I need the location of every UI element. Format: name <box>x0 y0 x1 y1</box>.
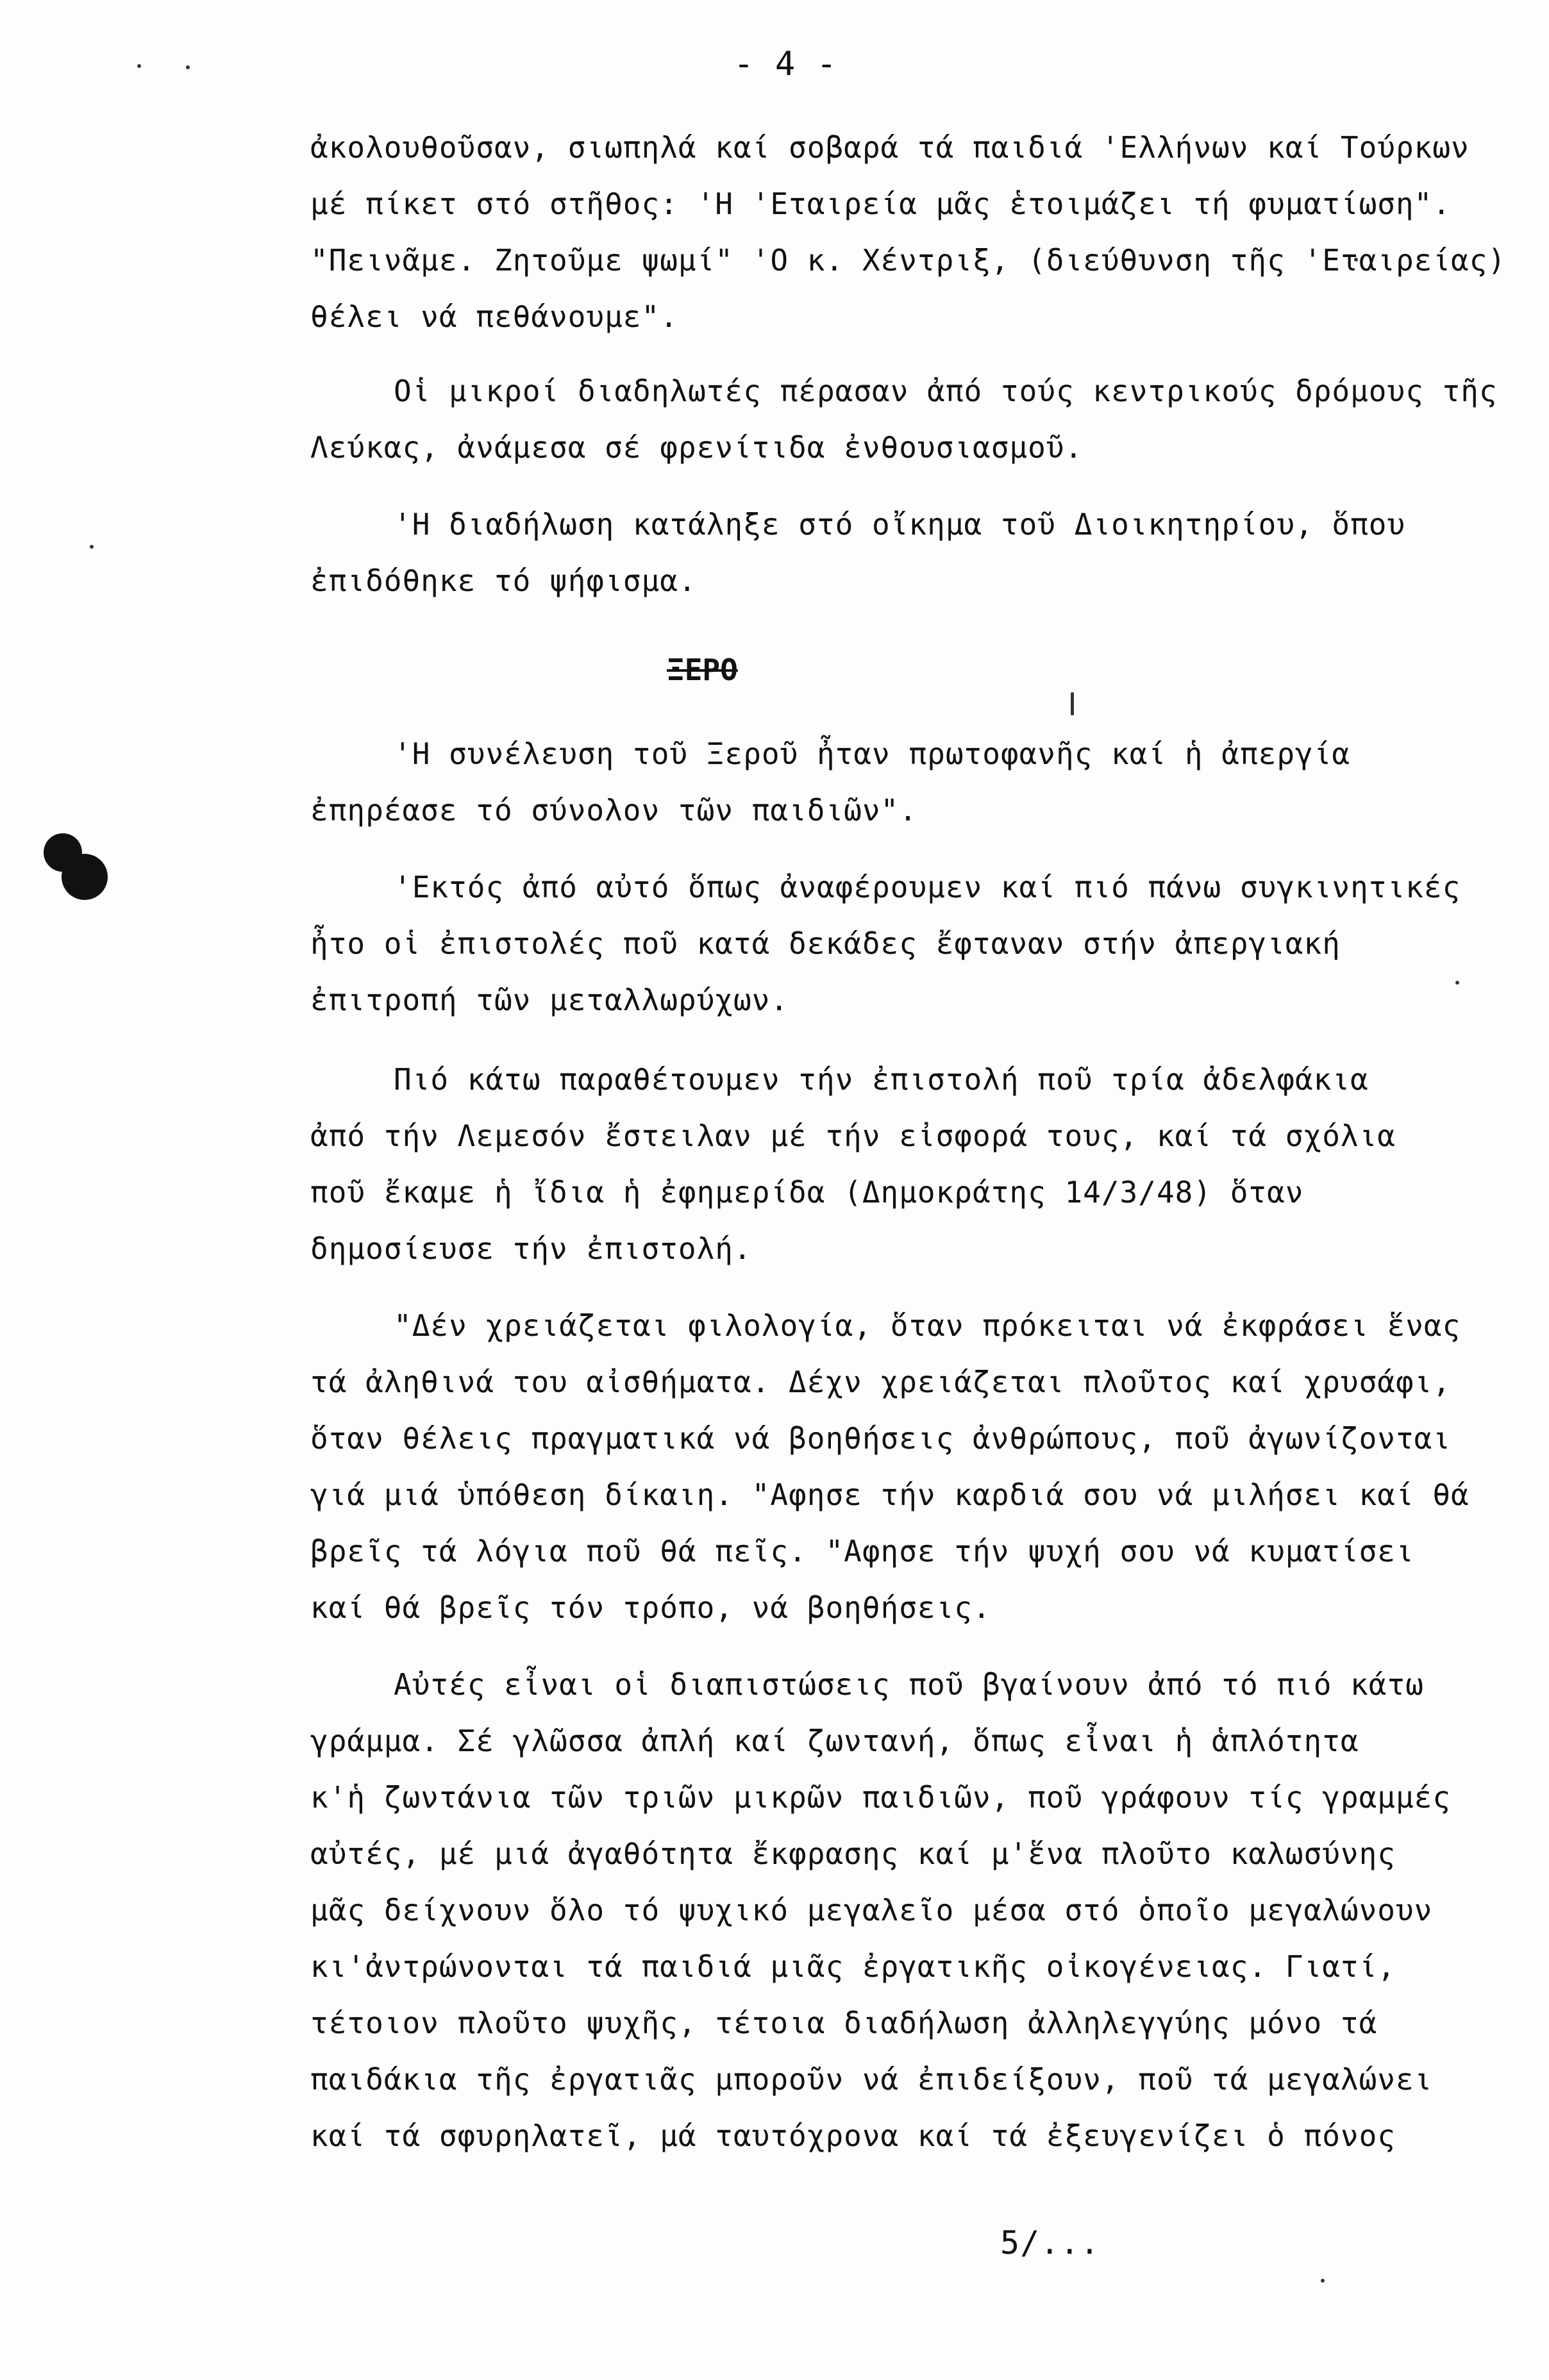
paragraph-4 <box>310 726 1516 838</box>
text-line: 'Εκτός ἀπό αὐτό ὅπως ἀναφέρουμεν καί πιό πάνω συγκινητικές <box>394 870 1461 904</box>
paragraph-3 <box>310 496 1516 609</box>
text-line: "Δέν χρειάζεται φιλολογία, ὅταν πρόκειται νά ἐκφράσει ἕνας <box>394 1308 1461 1343</box>
scan-speck <box>1321 2279 1325 2283</box>
text-line: Οἱ μικροί διαδηλωτές πέρασαν ἀπό τούς κεντρικούς δρόμους τῆς <box>394 374 1498 408</box>
page-number: - 4 - <box>733 45 837 83</box>
text-line: θέλει νά πεθάνουμε". <box>310 299 678 334</box>
punch-hole-mark <box>62 854 108 900</box>
text-line: καί θά βρεῖς τόν τρόπο, νά βοηθήσεις. <box>310 1590 991 1625</box>
text-line: ἀκολουθοῦσαν, σιωπηλά καί σοβαρά τά παιδιά 'Ελλήνων καί Τούρκων <box>310 130 1469 165</box>
text-line: κι'ἀντρώνονται τά παιδιά μιᾶς ἐργατικῆς οἰκογένειας. Γιατί, <box>310 1949 1396 1984</box>
text-line: γιά μιά ὑπόθεση δίκαιη. "Αφησε τήν καρδιά σου νά μιλήσει καί θά <box>310 1477 1469 1512</box>
text-line: 'Η διαδήλωση κατάληξε στό οἴκημα τοῦ Διοικητηρίου, ὅπου <box>394 507 1406 542</box>
text-line: τά ἀληθινά του αἰσθήματα. Δέχν χρειάζεται πλοῦτος καί χρυσάφι, <box>310 1365 1452 1399</box>
paragraph-6 <box>310 1051 1516 1277</box>
scan-speck <box>90 545 94 549</box>
text-line: ὅταν θέλεις πραγματικά νά βοηθήσεις ἀνθρώπους, ποῦ ἀγωνίζονται <box>310 1421 1452 1456</box>
text-line: Λεύκας, ἀνάμεσα σέ φρενίτιδα ἐνθουσιασμοῦ. <box>310 430 1084 465</box>
text-line: ἀπό τήν Λεμεσόν ἔστειλαν μέ τήν εἰσφορά τους, καί τά σχόλια <box>310 1119 1396 1153</box>
text-line: γράμμα. Σέ γλῶσσα ἀπλή καί ζωντανή, ὅπως εἶναι ἡ ἁπλότητα <box>310 1724 1359 1758</box>
text-line: ποῦ ἔκαμε ἡ ἴδια ἡ ἐφημερίδα (Δημοκράτης 14/3/48) ὅταν <box>310 1175 1304 1210</box>
paragraph-2 <box>310 363 1516 476</box>
text-line: ἐπιδόθηκε τό ψήφισμα. <box>310 563 697 598</box>
paragraph-1 <box>310 119 1516 345</box>
text-line: παιδάκια τῆς ἐργατιᾶς μποροῦν νά ἐπιδείξουν, ποῦ τά μεγαλώνει <box>310 2062 1433 2097</box>
continuation-marker: 5/... <box>1000 2224 1100 2261</box>
paragraph-7 <box>310 1297 1516 1636</box>
paragraph-8 <box>310 1656 1516 2164</box>
text-line: βρεῖς τά λόγια ποῦ θά πεῖς. "Αφησε τήν ψυχή σου νά κυματίσει <box>310 1534 1414 1569</box>
section-heading: ΞΕΡΟ <box>667 653 738 687</box>
text-line: τέτοιον πλοῦτο ψυχῆς, τέτοια διαδήλωση ἀλληλεγγύης μόνο τά <box>310 2006 1378 2040</box>
text-line: δημοσίευσε τήν ἐπιστολή. <box>310 1231 752 1266</box>
text-line: ἐπιτροπή τῶν μεταλλωρύχων. <box>310 983 789 1017</box>
text-line: ἐπηρέασε τό σύνολον τῶν παιδιῶν". <box>310 793 917 828</box>
text-line: μᾶς δείχνουν ὅλο τό ψυχικό μεγαλεῖο μέσα στό ὁποῖο μεγαλώνουν <box>310 1893 1433 1927</box>
text-line: καί τά σφυρηλατεῖ, μά ταυτόχρονα καί τά ἐξευγενίζει ὁ πόνος <box>310 2118 1396 2153</box>
text-line: Αὐτές εἶναι οἱ διαπιστώσεις ποῦ βγαίνουν ἀπό τό πιό κάτω <box>394 1667 1424 1702</box>
text-line: κ'ἡ ζωντάνια τῶν τριῶν μικρῶν παιδιῶν, ποῦ γράφουν τίς γραμμές <box>310 1780 1452 1815</box>
scan-speck <box>1071 692 1074 715</box>
scan-speck <box>186 65 190 69</box>
text-line: 'Η συνέλευση τοῦ Ξεροῦ ἦταν πρωτοφανῆς καί ἡ ἀπεργία <box>394 736 1351 771</box>
scan-speck <box>137 64 141 68</box>
text-line: Πιό κάτω παραθέτουμεν τήν ἐπιστολή ποῦ τρία ἀδελφάκια <box>394 1062 1369 1097</box>
text-line: ἦτο οἱ ἐπιστολές ποῦ κατά δεκάδες ἔφταναν στήν ἀπεργιακή <box>310 926 1341 961</box>
paragraph-5 <box>310 859 1516 1028</box>
text-line: μέ πίκετ στό στῆθος: 'Η 'Εταιρεία μᾶς ἑτοιμάζει τή φυματίωση". <box>310 187 1452 221</box>
text-line: "Πεινᾶμε. Ζητοῦμε ψωμί" 'Ο κ. Χέντριξ, (διεύθυνση τῆς 'Εταιρείας) <box>310 243 1507 278</box>
text-line: αὐτές, μέ μιά ἀγαθότητα ἔκφρασης καί μ'ἕνα πλοῦτο καλωσύνης <box>310 1836 1396 1871</box>
